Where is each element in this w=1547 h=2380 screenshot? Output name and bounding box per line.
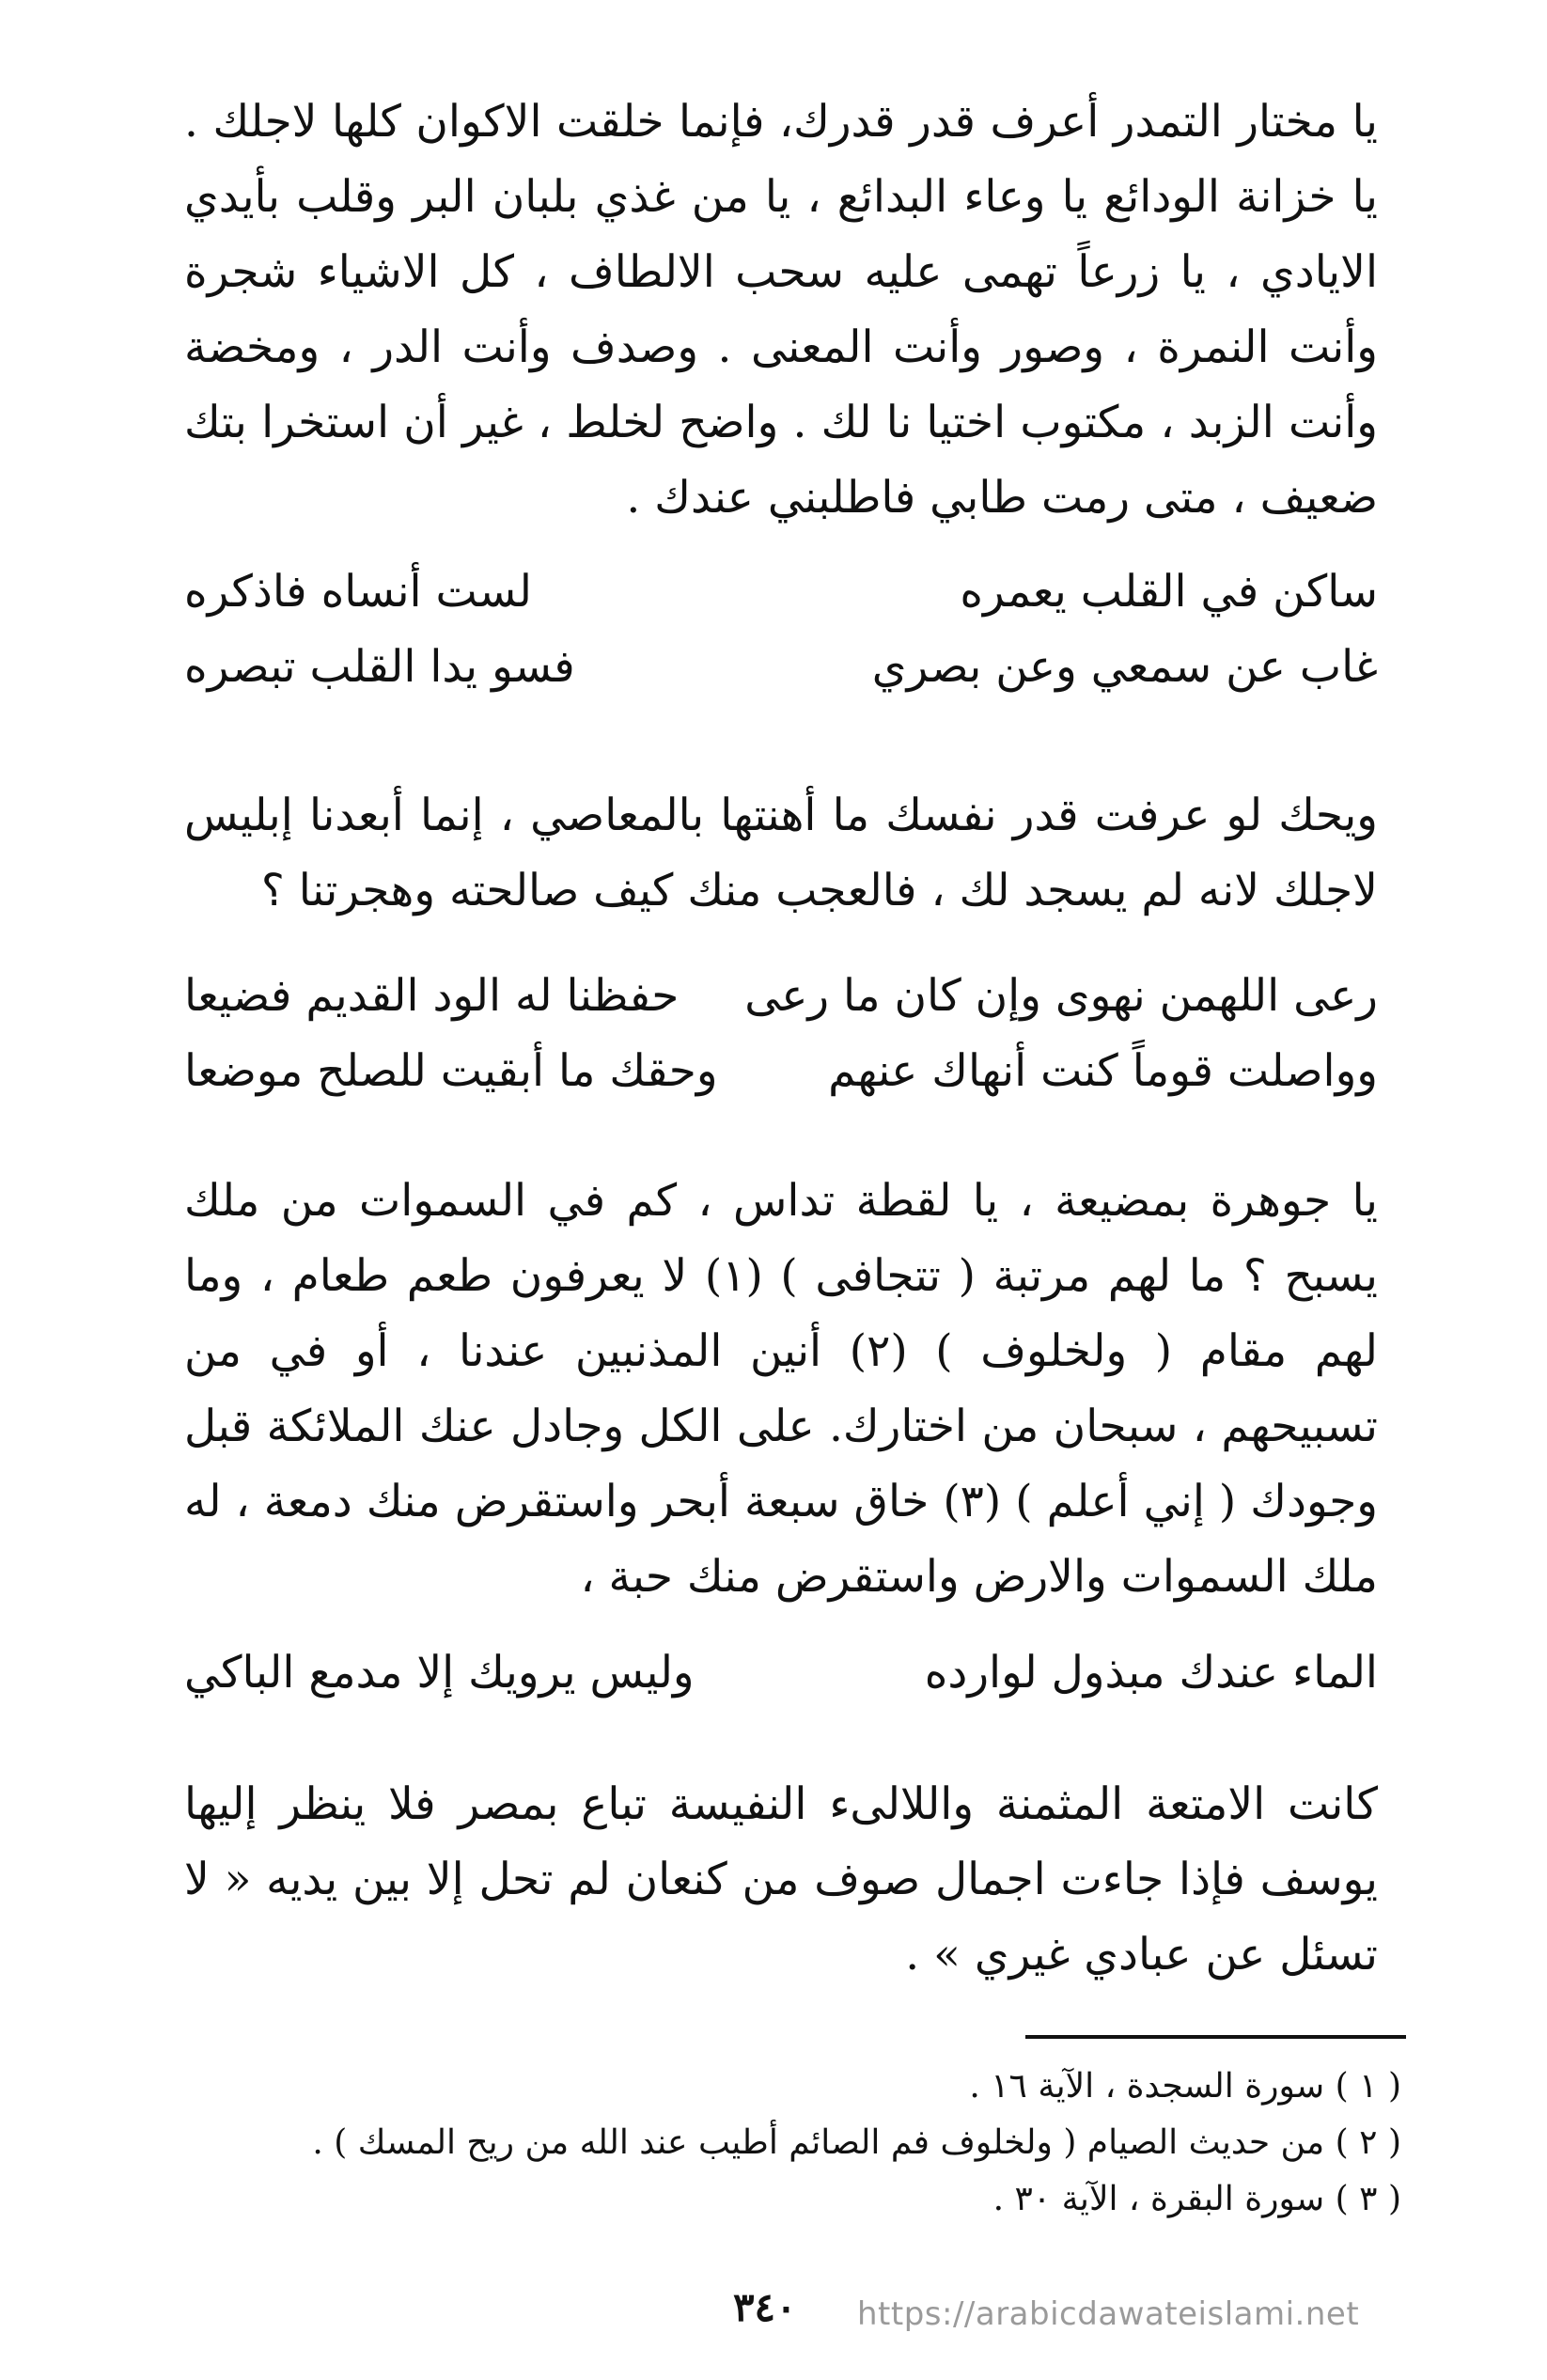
paragraph-4: كانت الامتعة المثمنة واللالىء النفيسة تباع بمصر فلا ينظر إليها يوسف فإذا جاءت اجمال صوف من كنعان لم تحل إلا بين يديه « لا تسئل عن عبادي غيري » . [184, 1778, 1378, 1981]
verse-block-2 [184, 959, 1378, 1109]
verse-hemistich-first: وواصلت قوماً كنت أنهاك عنهم [828, 1045, 1378, 1097]
verse-line [184, 1636, 1378, 1711]
verse-hemistich-second: حفظنا له الود القديم فضيعا [184, 970, 680, 1022]
verse-hemistich-second: وحقك ما أبقيت للصلح موضعا [184, 1045, 718, 1097]
page-number: ٣٤٠ [733, 2284, 797, 2330]
verse-line [184, 1034, 1378, 1109]
verse-line [184, 630, 1378, 705]
verse-block-3 [184, 1636, 1378, 1711]
verse-hemistich-first: رعى اللهمن نهوى وإن كان ما رعى [744, 970, 1378, 1022]
paragraph-2: ويحك لو عرفت قدر نفسك ما أهنتها بالمعاصي ، إنما أبعدنا إبليس لاجلك لانه لم يسجد لك ، فالعجب منك كيف صالحته وهجرتنا ؟ [184, 790, 1378, 916]
verse-hemistich-second: فسو يدا القلب تبصره [184, 641, 575, 693]
paragraph-3: يا جوهرة بمضيعة ، يا لقطة تداس ، كم في السموات من ملك يسبح ؟ ما لهم مرتبة ( تتجافى ) (١) لا يعرفون طعم طعام ، وما لهم مقام ( ولخلوف ) (٢) أنين المذنبين عندنا ، أو في من تسبيحهم ، سبحان من اختارك. على الكل وجادل عنك الملائكة قبل وجودك ( إني أعلم ) (٣) خاق سبعة أبحر واستقرض منك دمعة ، له ملك السموات والارض واستقرض منك حبة ، [184, 1175, 1379, 1603]
verse-hemistich-second: لست أنساه فاذكره [184, 566, 532, 618]
verse-hemistich-first: الماء عندك مبذول لوارده [924, 1647, 1378, 1699]
verse-hemistich-first: ساكن في القلب يعمره [960, 566, 1378, 618]
verse-block-1 [184, 555, 1378, 705]
footnotes [180, 2059, 1401, 2228]
verse-hemistich-second: وليس يرويك إلا مدمع الباكي [184, 1647, 695, 1699]
paragraph-1: يا مختار التمدر أعرف قدر قدرك، فإنما خلقت الاكوان كلها لاجلك . يا خزانة الودائع يا وعاء البدائع ، يا من غذي بلبان البر وقلب بأيدي الايادي ، يا زرعاً تهمى عليه سحب الالطاف ، كل الاشياء شجرة وأنت النمرة ، وصور وأنت المعنى . وصدف وأنت الدر ، ومخضة وأنت الزبد ، مكتوب اختيا نا لك . واضح لخلط ، غير أن استخرا بتك ضعيف ، متى رمت طابي فاطلبني عندك . [184, 96, 1378, 524]
verse-hemistich-first: غاب عن سمعي وعن بصري [871, 641, 1378, 693]
footnote-separator [1025, 2035, 1406, 2039]
verse-line [184, 555, 1378, 630]
watermark-url: https://arabicdawateislami.net [857, 2295, 1360, 2333]
footnote-1: ( ١ ) سورة السجدة ، الآية ١٦ . [969, 2067, 1401, 2106]
verse-line [184, 959, 1378, 1034]
footnote-3: ( ٣ ) سورة البقرة ، الآية ٣٠ . [992, 2180, 1401, 2218]
footnote-2: ( ٢ ) من حديث الصيام ( ولخلوف فم الصائم أطيب عند الله من ريح المسك ) . [312, 2123, 1401, 2162]
